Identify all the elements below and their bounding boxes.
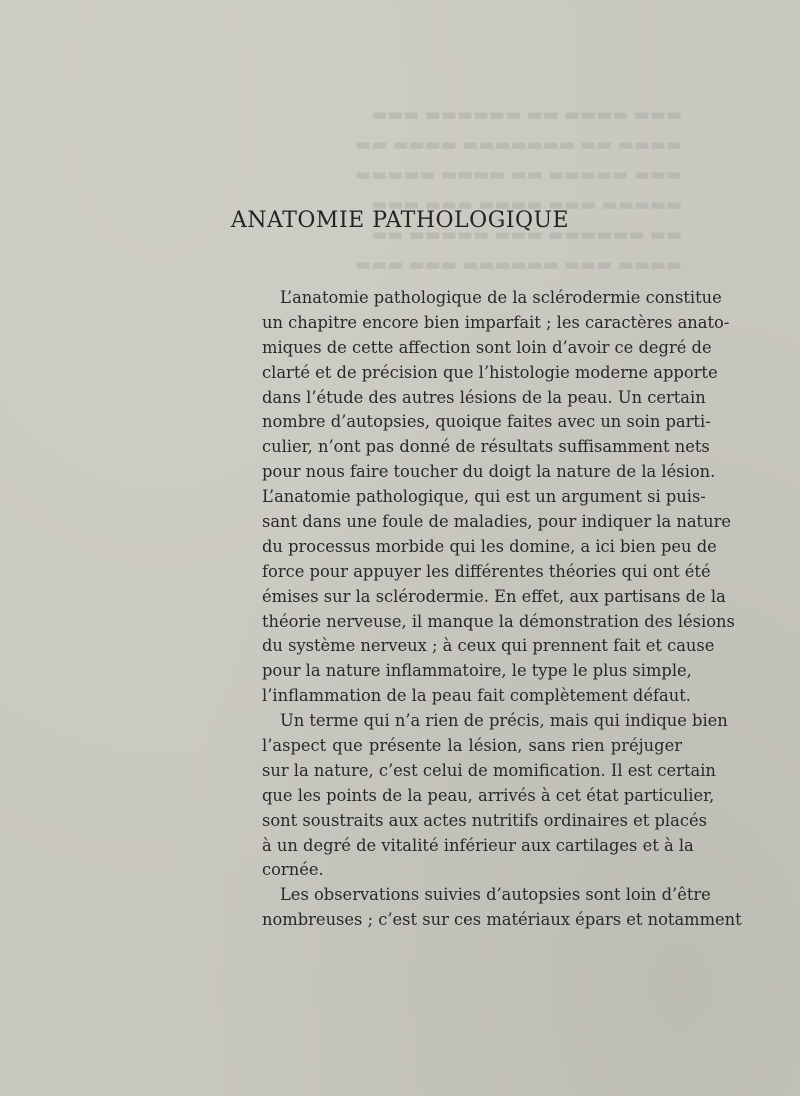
text-line: L’anatomie pathologique, qui est un argument si puis-	[262, 487, 706, 507]
text-line: du processus morbide qui les domine, a ici bien peu de	[262, 536, 717, 556]
text-line: sur la nature, c’est celui de momification. Il est certain	[262, 760, 716, 780]
page-heading: ANATOMIE PATHOLOGIQUE	[230, 208, 570, 233]
body-text	[262, 286, 742, 933]
text-line: sont soustraits aux actes nutritifs ordinaires et placés	[262, 810, 707, 830]
text-line: pour la nature inflammatoire, le type le plus simple,	[262, 661, 692, 681]
paragraph	[262, 883, 742, 933]
text-line: clarté et de précision que l’histologie moderne apporte	[262, 362, 718, 382]
text-line: un chapitre encore bien imparfait ; les caractères anato-	[262, 312, 730, 332]
text-line: que les points de la peau, arrivés à cet état particulier,	[262, 785, 715, 805]
text-line: sant dans une foule de maladies, pour indiquer la nature	[262, 512, 732, 532]
text-line: nombreuses ; c’est sur ces matériaux épars et notamment	[262, 910, 742, 930]
text-line: nombre d’autopsies, quoique faites avec un soin parti-	[262, 412, 711, 432]
text-line: l’inflammation de la peau fait complètement défaut.	[262, 686, 691, 706]
text-line: miques de cette affection sont loin d’avoir ce degré de	[262, 337, 712, 357]
text-line: Les observations suivies d’autopsies sont loin d’être	[280, 885, 711, 905]
text-line: force pour appuyer les différentes théories qui ont été	[262, 561, 711, 581]
text-line: Un terme qui n’a rien de précis, mais qui indique bien	[280, 711, 728, 731]
show-through-texture: ▬▬▬ ▬▬▬▬ ▬▬ ▬▬▬▬▬▬ ▬▬▬ ▬▬▬▬ ▬▬ ▬▬▬▬▬▬▬ ▬▬▬▬ ▬▬ ▬▬▬ ▬▬▬▬▬ ▬▬ ▬▬▬▬ ▬▬▬▬▬ ▬▬▬▬▬ ▬▬▬ ▬▬▬▬ ▬▬▬ ▬▬▬ ▬▬ ▬▬▬▬▬▬ ▬▬▬ ▬▬▬▬▬ ▬▬ ▬▬▬▬ ▬▬▬ ▬▬▬▬▬▬ ▬▬▬ ▬▬▬	[355, 105, 682, 275]
text-line: à un degré de vitalité inférieur aux cartilages et à la	[262, 835, 694, 855]
text-line: dans l’étude des autres lésions de la peau. Un certain	[262, 387, 706, 407]
text-line: du système nerveux ; à ceux qui prennent fait et cause	[262, 636, 715, 656]
text-line: cornée.	[262, 860, 324, 880]
text-line: pour nous faire toucher du doigt la nature de la lésion.	[262, 462, 716, 482]
text-line: émises sur la sclérodermie. En effet, aux partisans de la	[262, 586, 726, 606]
text-line: L’anatomie pathologique de la sclérodermie constitue	[280, 288, 722, 307]
text-line: l’aspect que présente la lésion, sans rien préjuger	[262, 736, 682, 756]
paragraph	[262, 709, 728, 883]
text-line: culier, n’ont pas donné de résultats suffisamment nets	[262, 437, 710, 457]
text-line: théorie nerveuse, il manque la démonstration des lésions	[262, 611, 735, 631]
paragraph	[262, 286, 735, 709]
